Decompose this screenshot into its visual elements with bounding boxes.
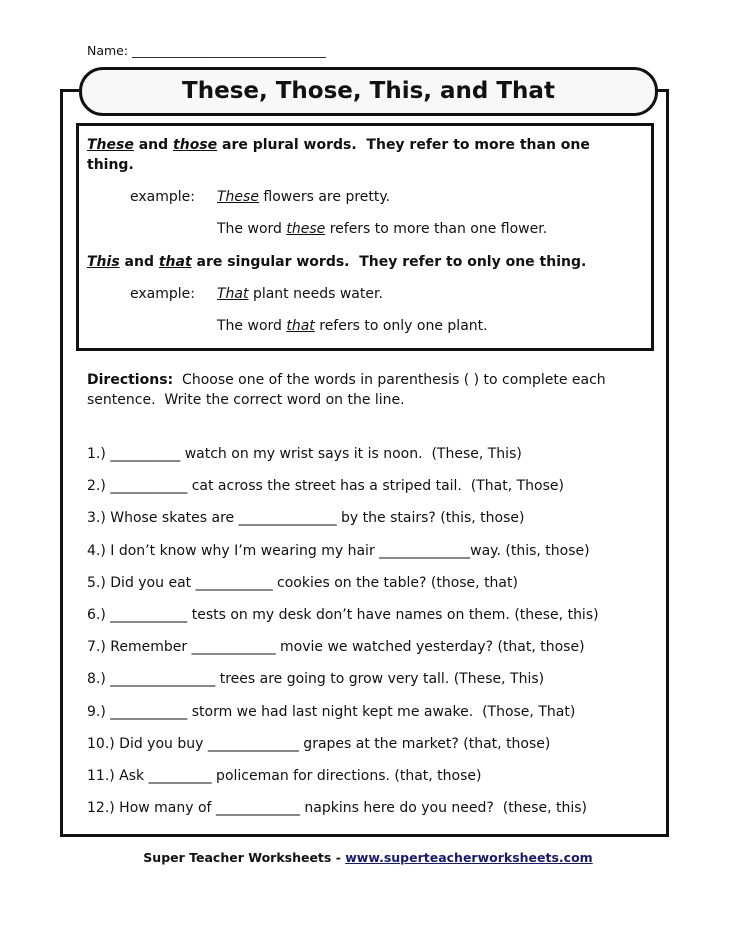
note-text: refers to only one plant.	[314, 318, 488, 334]
question-item[interactable]: 3.) Whose skates are ______________ by the stairs? (this, those)	[87, 510, 525, 527]
singular-note	[217, 316, 488, 336]
rule-word: that	[158, 254, 192, 270]
note-word: that	[286, 318, 315, 334]
directions	[87, 370, 606, 390]
note-text: refers to more than one flower.	[325, 221, 548, 237]
rule-text: are singular words. They refer to only one thing.	[191, 254, 587, 270]
question-item[interactable]: 8.) _______________ trees are going to grow very tall. (These, This)	[87, 671, 545, 688]
singular-rule	[87, 252, 586, 272]
directions-text: sentence. Write the correct word on the line.	[87, 392, 405, 408]
plural-example	[217, 187, 390, 207]
note-text: The word	[217, 221, 287, 237]
question-item[interactable]: 6.) ___________ tests on my desk don’t have names on them. (these, this)	[87, 607, 599, 623]
rule-word: those	[173, 137, 218, 153]
example-text: plant needs water.	[248, 286, 383, 302]
footer	[0, 850, 736, 865]
singular-example	[217, 284, 383, 304]
example-word: That	[217, 286, 249, 302]
worksheet-title: These, Those, This, and That	[79, 67, 658, 116]
rule-word: These	[87, 137, 134, 153]
question-item[interactable]: 9.) ___________ storm we had last night kept me awake. (Those, That)	[87, 703, 576, 720]
note-text: The word	[217, 318, 287, 334]
rule-text: and	[119, 254, 159, 270]
plural-rule-cont: thing.	[87, 157, 134, 173]
example-label: example:	[130, 286, 195, 302]
question-item[interactable]: 2.) ___________ cat across the street has a striped tail. (That, Those)	[87, 478, 564, 495]
rule-word: This	[87, 254, 120, 270]
name-line[interactable]: _______________________________	[132, 43, 326, 58]
note-word: these	[286, 221, 326, 237]
question-item[interactable]: 7.) Remember ____________ movie we watched yesterday? (that, those)	[87, 639, 585, 656]
plural-rule	[87, 135, 590, 155]
question-item[interactable]: 12.) How many of ____________ napkins here do you need? (these, this)	[87, 800, 587, 817]
rule-text: and	[133, 137, 174, 153]
name-field[interactable]	[87, 43, 326, 58]
question-item[interactable]: 4.) I don’t know why I’m wearing my hair _____________way. (this, those)	[87, 542, 590, 559]
question-item[interactable]: 11.) Ask _________ policeman for directions. (that, those)	[87, 768, 482, 784]
question-item[interactable]: 1.) __________ watch on my wrist says it is noon. (These, This)	[87, 446, 522, 462]
name-label: Name:	[87, 43, 133, 58]
rule-text: are plural words. They refer to more than one	[217, 137, 590, 153]
footer-brand: Super Teacher Worksheets -	[143, 850, 346, 865]
directions-text: Choose one of the words in parenthesis ( ) to complete each	[173, 372, 606, 388]
example-text: flowers are pretty.	[258, 189, 391, 205]
footer-link[interactable]: www.superteacherworksheets.com	[345, 850, 593, 865]
example-word: These	[217, 189, 259, 205]
plural-note	[217, 219, 547, 239]
directions-label: Directions:	[87, 372, 174, 388]
question-item[interactable]: 10.) Did you buy _____________ grapes at the market? (that, those)	[87, 735, 551, 752]
example-label: example:	[130, 189, 195, 205]
question-item[interactable]: 5.) Did you eat ___________ cookies on the table? (those, that)	[87, 574, 518, 591]
